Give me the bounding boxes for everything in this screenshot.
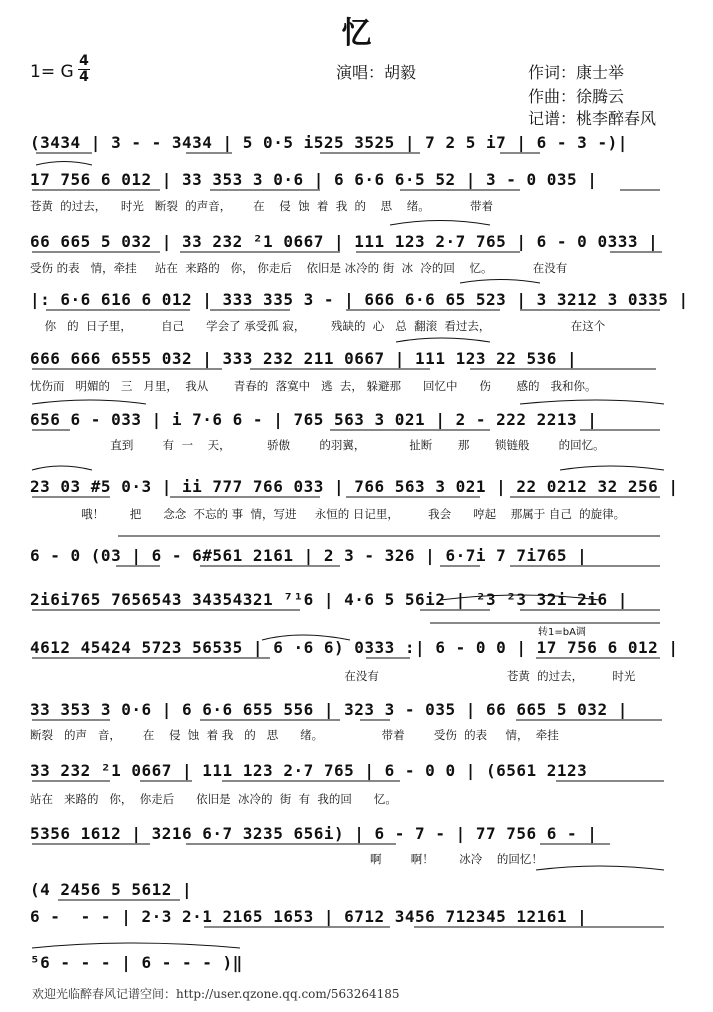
lyric-line-7: 哦！ 把 念念 不忘的 事 情，写进 永恒的 日记里， 我会 哼起 那属于 自己 的旋律。 xyxy=(30,507,626,521)
lyric-line-3: 受伤 的表 情，牵挂 站在 来路的 你， 你走后 依旧是 冰冷的 街 冰 冷的回 忆。 在没有 xyxy=(30,261,568,275)
lyric-line-12: 站在 来路的 你， 你走后 依旧是 冰冷的 街 有 我的回 忆。 xyxy=(30,792,397,806)
score-line-2: 17 756 6 012 | 33 353 3 0·6 | 6 6·6 6·5 52 | 3 - 0 035 | xyxy=(30,170,598,189)
score-line-4: |: 6·6 616 6 012 | 333 335 3 - | 666 6·6 65 523 | 3 3212 3 0335 | xyxy=(30,290,689,309)
score-line-15: ⁵6 - - - | 6 - - - )‖ xyxy=(30,953,243,972)
score-line-7: 23 03 #5 0·3 | ii 777 766 033 | 766 563 3 021 | 22 0212 32 256 | xyxy=(30,477,679,496)
transcriber-credit: 记谱：桃李醉春风 xyxy=(528,109,657,128)
slur-mark xyxy=(396,338,490,342)
lyric-line-13: 啊 啊！ 冰冷 的回忆！ xyxy=(30,852,543,866)
key-change-label: 转1=bA调 xyxy=(538,627,586,638)
lyric-line-10: 在没有 苍黄 的过去， 时光 xyxy=(30,669,636,683)
time-signature-top: 4 xyxy=(79,53,89,69)
slur-mark xyxy=(32,943,240,948)
slur-mark xyxy=(560,466,664,470)
slur-mark xyxy=(440,595,600,600)
lyric-line-5: 忧伤而 明媚的 三 月里， 我从 青春的 落寞中 逃 去， 躲避那 回忆中 伤 感的 我和你。 xyxy=(30,379,597,393)
footer-url: 欢迎光临醉春风记谱空间：http://user.qzone.qq.com/563264185 xyxy=(32,987,400,1001)
score-line-1: (3434 | 3 - - 3434 | 5 0·5 i525 3525 | 7 2 5 i7 | 6 - 3 -)| xyxy=(30,133,628,152)
slur-mark xyxy=(262,635,350,640)
score-line-6: 656 6 - 033 | i 7·6 6 - | 765 563 3 021 | 2 - 222 2213 | xyxy=(30,410,598,429)
song-title: 忆 xyxy=(341,16,372,51)
lyric-line-6: 直到 有 一 天， 骄傲 的羽翼， 扯断 那 锁链般 的回忆。 xyxy=(30,438,605,452)
slur-mark xyxy=(36,162,92,166)
score-line-11: 33 353 3 0·6 | 6 6·6 655 556 | 323 3 - 035 | 66 665 5 032 | xyxy=(30,700,628,719)
time-signature-bottom: 4 xyxy=(79,69,89,85)
score-line-3: 66 665 5 032 | 33 232 ²1 0667 | 111 123 2·7 765 | 6 - 0 0333 | xyxy=(30,232,659,251)
slur-mark xyxy=(536,866,664,870)
lyric-line-4: 你 的 日子里， 自己 学会了 承受孤 寂， 残缺的 心 总 翻滚 看过去， 在这个 xyxy=(30,319,606,333)
score-line-12: 33 232 ²1 0667 | 111 123 2·7 765 | 6 - 0 0 | (6561 2123 xyxy=(30,761,588,780)
score-line-9: 2i6i765 7656543 34354321 ⁷¹6 | 4·6 5 56i2 | ²3 ²3 32i 2i6 | xyxy=(30,590,628,609)
lyric-line-2: 苍黄 的过去， 时光 断裂 的声音， 在 侵 蚀 着 我 的 思 绪。 带着 xyxy=(30,199,493,213)
slur-mark xyxy=(32,466,92,470)
score-line-14: 6 - - - | 2·3 2·1 2165 1653 | 6712 3456 712345 12161 | xyxy=(30,907,588,926)
lyricist-credit: 作词：康士举 xyxy=(528,63,625,82)
score-line-8: 6 - 0 (03 | 6 - 6#561 2161 | 2 3 - 326 | 6·7i 7 7i765 | xyxy=(30,546,588,565)
slur-mark xyxy=(32,400,146,404)
composer-credit: 作曲：徐腾云 xyxy=(528,87,625,106)
score-line-14-upper: (4 2456 5 5612 | xyxy=(30,880,193,899)
score-line-13: 5356 1612 | 3216 6·7 3235 656i) | 6 - 7 - | 77 756 6 - | xyxy=(30,824,598,843)
score-line-5: 666 666 6555 032 | 333 232 211 0667 | 111 123 22 536 | xyxy=(30,349,578,368)
key-signature: 1= G xyxy=(30,62,74,82)
score-line-10: 4612 45424 5723 56535 | 6 ·6 6) 0333 :| 6 - 0 0 | 17 756 6 012 | xyxy=(30,638,679,657)
slur-mark xyxy=(460,280,540,284)
lyric-line-11: 断裂 的声 音， 在 侵 蚀 着 我 的 思 绪。 带着 受伤 的表 情， 牵挂 xyxy=(30,728,559,742)
slur-mark xyxy=(390,221,490,226)
singer-credit: 演唱：胡毅 xyxy=(336,63,417,82)
slur-mark xyxy=(520,400,664,404)
